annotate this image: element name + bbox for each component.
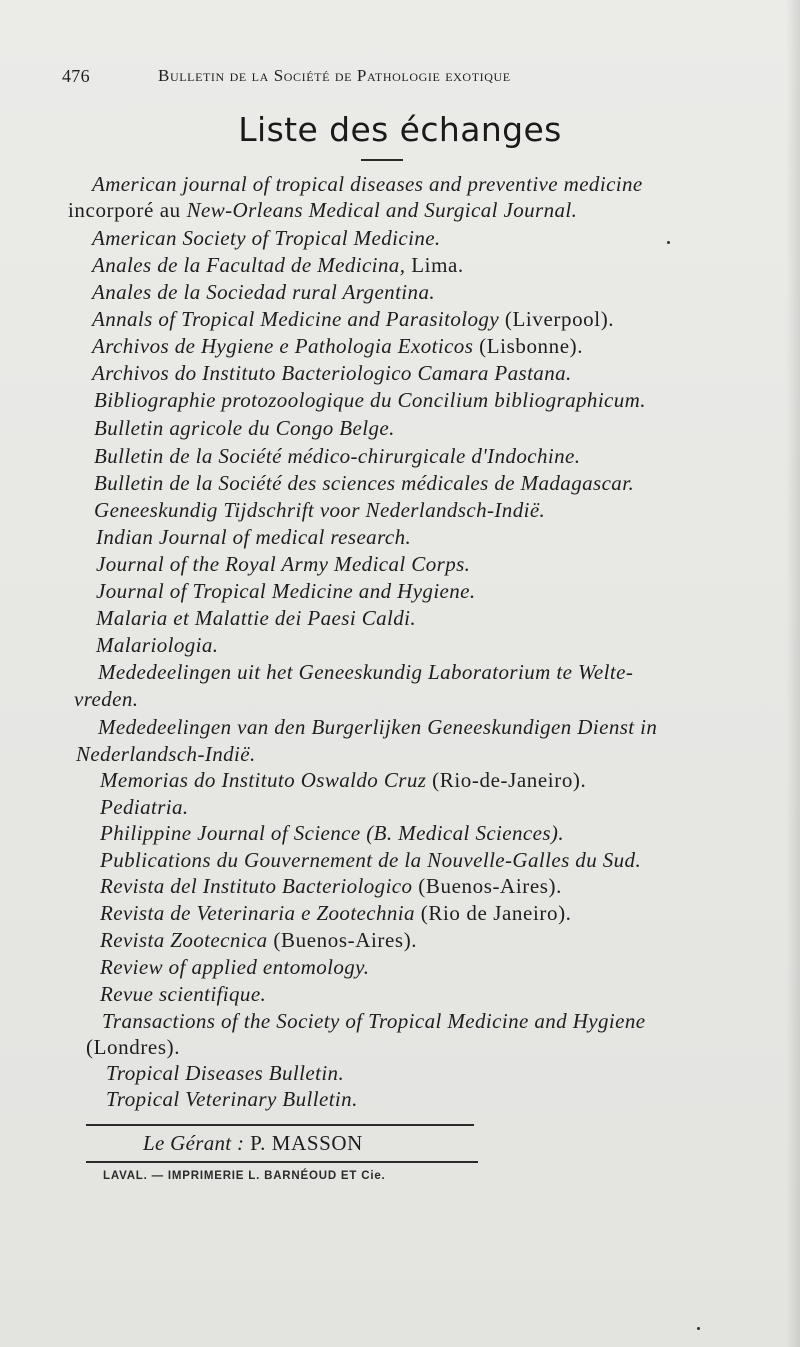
- page-title: Liste des échanges: [238, 110, 562, 149]
- list-item: [100, 928, 417, 952]
- list-item: [100, 982, 266, 1006]
- entry-title: Mededeelingen uit het Geneeskundig Laboratorium te Welte-: [98, 660, 634, 684]
- entry-title: New-Orleans Medical and Surgical Journal.: [186, 198, 578, 222]
- entry-title: Pediatria.: [100, 795, 189, 819]
- list-item: [102, 1009, 645, 1033]
- footer-rule-bottom: [86, 1161, 478, 1163]
- list-item: [92, 172, 643, 196]
- exchange-list: [0, 168, 800, 1118]
- entry-note: Lima.: [405, 253, 464, 277]
- list-item: [92, 361, 572, 385]
- list-item: [92, 253, 464, 277]
- list-item: [100, 874, 562, 898]
- entry-title: Nederlandsch-Indië.: [76, 742, 256, 766]
- entry-title: Malaria et Malattie dei Paesi Caldi.: [96, 606, 417, 630]
- title-rule: [361, 159, 403, 161]
- entry-title: Bulletin de la Société des sciences médicales de Madagascar.: [94, 471, 635, 495]
- entry-title: Bibliographie protozoologique du Concilium bibliographicum.: [94, 388, 646, 412]
- paper-speck: [667, 241, 670, 244]
- list-item: [94, 498, 545, 522]
- list-item: [94, 444, 580, 468]
- list-item: [92, 307, 614, 331]
- list-item: [100, 901, 572, 925]
- entry-title: Revista del Instituto Bacteriologico: [100, 874, 413, 898]
- list-item: [98, 660, 633, 684]
- entry-title: Tropical Diseases Bulletin.: [106, 1061, 345, 1085]
- entry-title: American journal of tropical diseases and preventive medicine: [92, 172, 643, 196]
- entry-title: Bulletin de la Société médico-chirurgicale d'Indochine.: [94, 444, 581, 468]
- list-item: [96, 552, 470, 576]
- list-item: [96, 579, 476, 603]
- list-item: [76, 742, 256, 766]
- footer-rule-top: [86, 1124, 474, 1126]
- list-item: [74, 687, 138, 711]
- entry-title: Anales de la Sociedad rural Argentina.: [92, 280, 435, 304]
- list-item: [94, 388, 646, 412]
- entry-title: Memorias do Instituto Oswaldo Cruz: [100, 768, 427, 792]
- entry-note: (Buenos-Aires).: [412, 874, 562, 898]
- entry-title: American Society of Tropical Medicine.: [92, 226, 441, 250]
- list-item: [94, 471, 634, 495]
- list-item: [100, 821, 564, 845]
- entry-note: (Lisbonne).: [473, 334, 584, 358]
- list-item: [96, 633, 218, 657]
- page-number: 476: [62, 66, 90, 86]
- list-item: [96, 525, 411, 549]
- entry-note: (Londres).: [86, 1035, 181, 1059]
- entry-title: vreden.: [74, 687, 139, 711]
- entry-title: Revista Zootecnica: [100, 928, 268, 952]
- list-item: [94, 416, 395, 440]
- list-item: [92, 280, 435, 304]
- entry-note: (Rio-de-Janeiro).: [426, 768, 587, 792]
- entry-title: Revista de Veterinaria e Zootechnia: [100, 901, 415, 925]
- list-item: [100, 848, 641, 872]
- list-item: [106, 1061, 344, 1085]
- running-head: Bulletin de la Société de Pathologie exotique: [158, 66, 511, 85]
- gerant-label: Le Gérant :: [143, 1131, 245, 1155]
- entry-title: Revue scientifique.: [100, 982, 267, 1006]
- list-item: [100, 955, 369, 979]
- entry-title: Journal of the Royal Army Medical Corps.: [96, 552, 471, 576]
- gerant-name: P. MASSON: [244, 1131, 363, 1155]
- entry-title: Mededeelingen van den Burgerlijken Geneeskundigen Dienst in: [98, 715, 658, 739]
- list-item: [106, 1087, 358, 1111]
- entry-note: (Buenos-Aires).: [267, 928, 418, 952]
- paper-speck: [697, 1327, 700, 1330]
- entry-title: Geneeskundig Tijdschrift voor Nederlandsch-Indië.: [94, 498, 546, 522]
- entry-prefix: incorporé au: [68, 198, 187, 222]
- entry-title: Philippine Journal of Science (B. Medical Sciences).: [100, 821, 564, 845]
- entry-title: Indian Journal of medical research.: [96, 525, 412, 549]
- printer-imprint: LAVAL. — IMPRIMERIE L. BARNÉOUD ET Cie.: [103, 1170, 386, 1182]
- entry-title: Archivos do Instituto Bacteriologico Camara Pastana.: [92, 361, 572, 385]
- entry-title: Journal of Tropical Medicine and Hygiene.: [96, 579, 476, 603]
- entry-title: Bulletin agricole du Congo Belge.: [94, 416, 395, 440]
- gerant-line: [143, 1131, 363, 1156]
- list-item: [92, 334, 583, 358]
- entry-note: (Rio de Janeiro).: [414, 901, 572, 925]
- list-item: [96, 606, 416, 630]
- list-item: [92, 226, 441, 250]
- list-item: [68, 198, 577, 222]
- entry-title: Annals of Tropical Medicine and Parasitology: [92, 307, 500, 331]
- list-item: [100, 768, 586, 792]
- entry-note: (Liverpool).: [499, 307, 615, 331]
- list-item: [86, 1035, 180, 1059]
- entry-title: Anales de la Facultad de Medicina,: [92, 253, 406, 277]
- entry-title: Transactions of the Society of Tropical Medicine and Hygiene: [102, 1009, 646, 1033]
- entry-title: Malariologia.: [96, 633, 219, 657]
- entry-title: Tropical Veterinary Bulletin.: [106, 1087, 358, 1111]
- page-header: [62, 62, 652, 88]
- list-item: [98, 715, 657, 739]
- entry-title: Publications du Gouvernement de la Nouvelle-Galles du Sud.: [100, 848, 642, 872]
- entry-title: Review of applied entomology.: [100, 955, 370, 979]
- list-item: [100, 795, 189, 819]
- entry-title: Archivos de Hygiene e Pathologia Exoticos: [92, 334, 474, 358]
